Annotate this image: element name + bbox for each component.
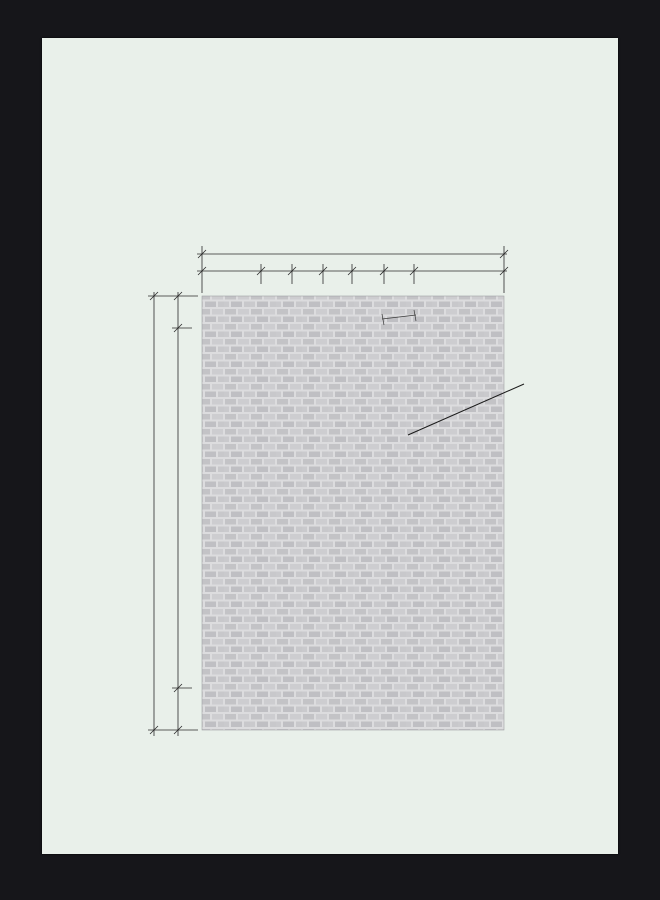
brick-wall xyxy=(202,296,504,730)
vertical-dimensions xyxy=(148,292,198,736)
technical-drawing xyxy=(42,38,618,854)
drawing-sheet xyxy=(42,38,618,854)
horizontal-dimensions xyxy=(197,246,508,293)
